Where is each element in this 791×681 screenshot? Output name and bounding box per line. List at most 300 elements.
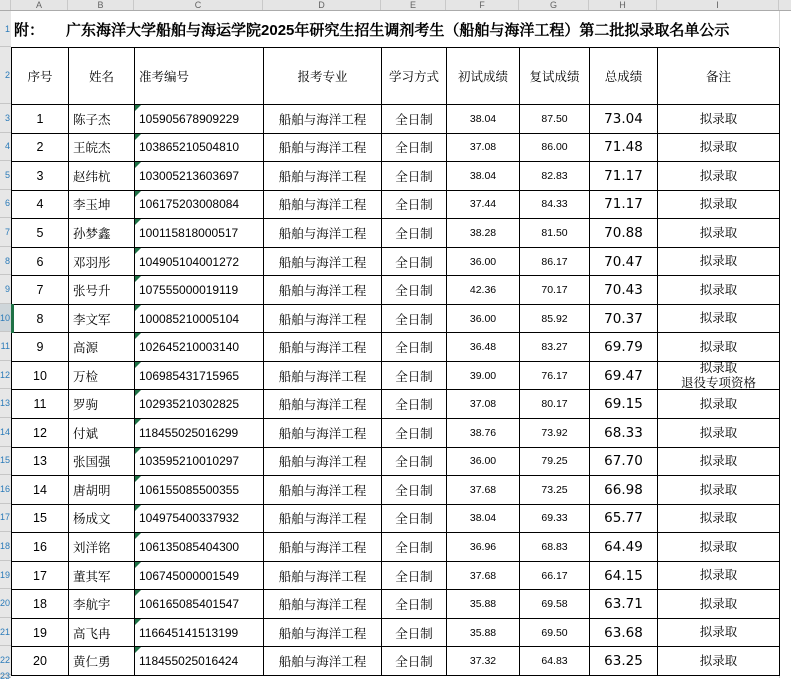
cell-retest-score[interactable]: 76.17 — [520, 362, 590, 391]
cell-major[interactable]: 船舶与海洋工程 — [264, 419, 382, 448]
table-row — [12, 562, 780, 591]
cell-major[interactable]: 船舶与海洋工程 — [264, 134, 382, 163]
cell-major[interactable]: 船舶与海洋工程 — [264, 590, 382, 619]
cell-retest-score[interactable]: 79.25 — [520, 448, 590, 477]
cell-initial-score[interactable]: 36.96 — [447, 533, 520, 562]
cell-name[interactable]: 高源 — [69, 333, 135, 362]
row-number-label: 15 — [0, 455, 10, 466]
cell-initial-score[interactable]: 38.04 — [447, 162, 520, 191]
cell-exam-number[interactable] — [135, 505, 264, 534]
cell-exam-number[interactable] — [135, 362, 264, 391]
cell-initial-score[interactable]: 38.76 — [447, 419, 520, 448]
cell-name[interactable]: 黄仁勇 — [69, 647, 135, 676]
cell-exam-number[interactable] — [135, 305, 264, 334]
cell-index[interactable]: 3 — [12, 162, 69, 191]
cell-name[interactable]: 陈子杰 — [69, 105, 135, 134]
table-row — [12, 390, 780, 419]
cell-initial-score[interactable]: 35.88 — [447, 619, 520, 648]
cell-index[interactable]: 2 — [12, 134, 69, 163]
row-number-label: 8 — [4, 255, 10, 266]
cell-name[interactable]: 邓羽彤 — [69, 248, 135, 277]
remark-line1: 拟录取 — [699, 111, 738, 126]
cell-retest-score[interactable]: 73.92 — [520, 419, 590, 448]
table-row — [12, 219, 780, 248]
cell-total-score[interactable]: 63.25 — [590, 647, 658, 676]
row-number-label: 11 — [0, 341, 10, 352]
column-header-A[interactable]: A — [11, 0, 68, 10]
cell-remark[interactable] — [658, 248, 780, 277]
cell-initial-score[interactable]: 36.48 — [447, 333, 520, 362]
cell-name[interactable]: 张国强 — [69, 448, 135, 477]
cell-remark[interactable] — [658, 191, 780, 220]
cell-study-mode[interactable]: 全日制 — [382, 562, 447, 591]
exam-number-text: 106175203008084 — [139, 197, 240, 212]
cell-total-score[interactable]: 63.68 — [590, 619, 658, 648]
cell-retest-score[interactable]: 86.00 — [520, 134, 590, 163]
cell-initial-score[interactable]: 36.00 — [447, 448, 520, 477]
cell-exam-number[interactable] — [135, 248, 264, 277]
cell-total-score[interactable]: 69.15 — [590, 390, 658, 419]
cell-major[interactable]: 船舶与海洋工程 — [264, 305, 382, 334]
cell-exam-number[interactable] — [135, 419, 264, 448]
remark-line1: 拟录取 — [699, 168, 738, 183]
number-stored-as-text-icon — [135, 562, 141, 568]
number-stored-as-text-icon — [135, 476, 141, 482]
cell-initial-score[interactable]: 36.00 — [447, 248, 520, 277]
exam-number-text: 105905678909229 — [139, 111, 240, 126]
cell-remark[interactable] — [658, 505, 780, 534]
cell-total-score[interactable]: 64.49 — [590, 533, 658, 562]
column-header-G[interactable]: G — [519, 0, 589, 10]
row-number-label: 22 — [0, 655, 10, 666]
remark-line1: 拟录取 — [699, 511, 738, 526]
cell-study-mode[interactable]: 全日制 — [382, 533, 447, 562]
cell-name[interactable]: 孙梦鑫 — [69, 219, 135, 248]
cell-retest-score[interactable]: 85.92 — [520, 305, 590, 334]
row-header-11[interactable] — [0, 332, 11, 361]
number-stored-as-text-icon — [135, 533, 141, 539]
remark-line1: 拟录取 — [699, 282, 738, 297]
table-row — [12, 191, 780, 220]
cell-name[interactable]: 李文军 — [69, 305, 135, 334]
cell-exam-number[interactable] — [135, 590, 264, 619]
header-major[interactable]: 报考专业 — [264, 48, 382, 105]
cell-remark[interactable] — [658, 647, 780, 676]
cell-index[interactable]: 6 — [12, 248, 69, 277]
row-header-7[interactable] — [0, 218, 11, 247]
column-header-C[interactable]: C — [134, 0, 263, 10]
table-row — [12, 248, 780, 277]
cell-remark[interactable] — [658, 590, 780, 619]
cell-initial-score[interactable]: 37.32 — [447, 647, 520, 676]
cell-exam-number[interactable] — [135, 219, 264, 248]
table-row — [12, 590, 780, 619]
header-initial-score[interactable]: 初试成绩 — [447, 48, 520, 105]
cell-exam-number[interactable] — [135, 619, 264, 648]
cell-retest-score[interactable]: 87.50 — [520, 105, 590, 134]
cell-exam-number[interactable] — [135, 562, 264, 591]
exam-number-text: 106165085401547 — [139, 597, 240, 612]
cell-retest-score[interactable]: 69.50 — [520, 619, 590, 648]
cell-major[interactable]: 船舶与海洋工程 — [264, 647, 382, 676]
cell-major[interactable]: 船舶与海洋工程 — [264, 191, 382, 220]
remark-line1: 拟录取 — [699, 339, 738, 354]
column-header-B[interactable]: B — [68, 0, 134, 10]
row-number-label: 20 — [0, 598, 10, 609]
number-stored-as-text-icon — [135, 162, 141, 168]
cell-initial-score[interactable]: 38.04 — [447, 505, 520, 534]
remark-line1: 拟录取 — [699, 653, 738, 668]
remark-line1: 拟录取 — [699, 140, 738, 155]
row-header-23[interactable] — [0, 670, 11, 681]
remark-line1: 拟录取 — [699, 397, 738, 412]
cell-index[interactable]: 14 — [12, 476, 69, 505]
header-name[interactable]: 姓名 — [69, 48, 135, 105]
cell-initial-score[interactable]: 37.08 — [447, 134, 520, 163]
cell-retest-score[interactable]: 80.17 — [520, 390, 590, 419]
row-header-2[interactable] — [0, 47, 11, 104]
row-header-14[interactable] — [0, 418, 11, 447]
cell-name[interactable]: 高飞冉 — [69, 619, 135, 648]
cell-retest-score[interactable]: 82.83 — [520, 162, 590, 191]
cell-total-score[interactable]: 73.04 — [590, 105, 658, 134]
remark-line1: 拟录取 — [699, 225, 738, 240]
row-header-1[interactable] — [0, 11, 11, 47]
row-header-19[interactable] — [0, 561, 11, 590]
cell-remark[interactable] — [658, 619, 780, 648]
exam-number-text: 107555000019119 — [139, 283, 239, 298]
table-row — [12, 105, 780, 134]
cell-remark[interactable] — [658, 162, 780, 191]
cell-total-score[interactable]: 63.71 — [590, 590, 658, 619]
cell-retest-score[interactable]: 69.33 — [520, 505, 590, 534]
cell-remark[interactable] — [658, 562, 780, 591]
column-header-E[interactable]: E — [381, 0, 446, 10]
remark-line1: 拟录取 — [699, 254, 738, 269]
title-prefix: 附： — [14, 21, 45, 39]
cell-exam-number[interactable] — [135, 134, 264, 163]
select-all-corner[interactable] — [0, 0, 11, 10]
cell-total-score[interactable]: 71.17 — [590, 191, 658, 220]
cell-remark[interactable] — [658, 105, 780, 134]
cell-retest-score[interactable]: 73.25 — [520, 476, 590, 505]
header-study-mode[interactable]: 学习方式 — [382, 48, 447, 105]
cell-study-mode[interactable]: 全日制 — [382, 134, 447, 163]
remark-line1: 拟录取 — [699, 197, 738, 212]
row-header-20[interactable] — [0, 589, 11, 618]
cell-index[interactable]: 18 — [12, 590, 69, 619]
cell-exam-number[interactable] — [135, 105, 264, 134]
cell-major[interactable]: 船舶与海洋工程 — [264, 248, 382, 277]
cell-index[interactable]: 20 — [12, 647, 69, 676]
active-cell-border — [11, 304, 14, 334]
table-row — [12, 305, 780, 334]
cell-name[interactable]: 张号升 — [69, 276, 135, 305]
exam-number-text: 106135085404300 — [139, 539, 240, 554]
cell-major[interactable]: 船舶与海洋工程 — [264, 162, 382, 191]
column-header-F[interactable]: F — [446, 0, 519, 10]
remark-line1: 拟录取 — [699, 482, 738, 497]
header-total-score[interactable]: 总成绩 — [590, 48, 658, 105]
number-stored-as-text-icon — [135, 333, 141, 339]
cell-name[interactable]: 付斌 — [69, 419, 135, 448]
cell-retest-score[interactable]: 70.17 — [520, 276, 590, 305]
cell-study-mode[interactable]: 全日制 — [382, 505, 447, 534]
table-row — [12, 476, 780, 505]
cell-study-mode[interactable]: 全日制 — [382, 333, 447, 362]
cell-remark[interactable] — [658, 533, 780, 562]
cell-study-mode[interactable]: 全日制 — [382, 276, 447, 305]
cell-study-mode[interactable]: 全日制 — [382, 419, 447, 448]
row-header-3[interactable] — [0, 104, 11, 133]
cell-major[interactable]: 船舶与海洋工程 — [264, 276, 382, 305]
column-header-H[interactable]: H — [589, 0, 657, 10]
cell-name[interactable]: 万检 — [69, 362, 135, 391]
number-stored-as-text-icon — [135, 305, 141, 311]
cell-total-score[interactable]: 67.70 — [590, 448, 658, 477]
cell-exam-number[interactable] — [135, 333, 264, 362]
header-exam-number[interactable]: 准考编号 — [135, 48, 264, 105]
cell-initial-score[interactable]: 35.88 — [447, 590, 520, 619]
exam-number-text: 106745000001549 — [139, 568, 240, 583]
remark-line1: 拟录取 — [699, 425, 738, 440]
cell-retest-score[interactable]: 81.50 — [520, 219, 590, 248]
row-header-6[interactable] — [0, 190, 11, 219]
exam-number-text: 100115818000517 — [139, 225, 239, 240]
cell-remark[interactable] — [658, 390, 780, 419]
cell-major[interactable]: 船舶与海洋工程 — [264, 105, 382, 134]
cell-study-mode[interactable]: 全日制 — [382, 590, 447, 619]
table-row — [12, 448, 780, 477]
cell-index[interactable]: 9 — [12, 333, 69, 362]
cell-remark[interactable] — [658, 448, 780, 477]
cell-study-mode[interactable]: 全日制 — [382, 448, 447, 477]
cell-major[interactable]: 船舶与海洋工程 — [264, 390, 382, 419]
cell-index[interactable]: 4 — [12, 191, 69, 220]
cell-remark[interactable] — [658, 476, 780, 505]
cell-index[interactable]: 10 — [12, 362, 69, 391]
row-number-label: 16 — [0, 483, 10, 494]
cell-initial-score[interactable]: 39.00 — [447, 362, 520, 391]
header-remark[interactable]: 备注 — [658, 48, 780, 105]
cell-study-mode[interactable]: 全日制 — [382, 647, 447, 676]
cell-initial-score[interactable]: 42.36 — [447, 276, 520, 305]
cell-major[interactable]: 船舶与海洋工程 — [264, 333, 382, 362]
cell-study-mode[interactable]: 全日制 — [382, 105, 447, 134]
cell-remark[interactable] — [658, 276, 780, 305]
title-row[interactable] — [11, 11, 780, 47]
column-header-strip — [0, 0, 791, 11]
row-header-17[interactable] — [0, 504, 11, 533]
number-stored-as-text-icon — [135, 134, 141, 140]
table-row — [12, 619, 780, 648]
cell-study-mode[interactable]: 全日制 — [382, 362, 447, 391]
row-header-strip — [0, 11, 11, 681]
cell-total-score[interactable]: 70.43 — [590, 276, 658, 305]
number-stored-as-text-icon — [135, 390, 141, 396]
remark-line2: 退役专项资格 — [680, 375, 756, 390]
cell-remark[interactable] — [658, 362, 780, 391]
cell-remark[interactable] — [658, 419, 780, 448]
cell-remark[interactable] — [658, 134, 780, 163]
cell-index[interactable]: 19 — [12, 619, 69, 648]
cell-study-mode[interactable]: 全日制 — [382, 476, 447, 505]
cell-initial-score[interactable]: 37.68 — [447, 476, 520, 505]
cell-initial-score[interactable]: 37.68 — [447, 562, 520, 591]
cell-exam-number[interactable] — [135, 647, 264, 676]
row-header-5[interactable] — [0, 161, 11, 190]
cell-major[interactable]: 船舶与海洋工程 — [264, 533, 382, 562]
cell-name[interactable]: 罗驹 — [69, 390, 135, 419]
column-header-D[interactable]: D — [263, 0, 381, 10]
cell-major[interactable]: 船舶与海洋工程 — [264, 476, 382, 505]
table-row — [12, 276, 780, 305]
number-stored-as-text-icon — [135, 647, 141, 653]
cell-index[interactable]: 17 — [12, 562, 69, 591]
column-header-I[interactable]: I — [657, 0, 779, 10]
cell-major[interactable]: 船舶与海洋工程 — [264, 562, 382, 591]
table-row — [12, 362, 780, 391]
cell-major[interactable]: 船舶与海洋工程 — [264, 505, 382, 534]
cell-retest-score[interactable]: 86.17 — [520, 248, 590, 277]
cell-major[interactable]: 船舶与海洋工程 — [264, 362, 382, 391]
exam-number-text: 106155085500355 — [139, 482, 240, 497]
cell-initial-score[interactable]: 36.00 — [447, 305, 520, 334]
cell-exam-number[interactable] — [135, 533, 264, 562]
cell-exam-number[interactable] — [135, 448, 264, 477]
cell-study-mode[interactable]: 全日制 — [382, 248, 447, 277]
number-stored-as-text-icon — [135, 590, 141, 596]
cell-name[interactable]: 李玉坤 — [69, 191, 135, 220]
number-stored-as-text-icon — [135, 248, 141, 254]
table-header-row — [12, 48, 780, 105]
header-retest-score[interactable]: 复试成绩 — [520, 48, 590, 105]
table-row — [12, 333, 780, 362]
row-header-12[interactable] — [0, 361, 11, 390]
cell-retest-score[interactable]: 64.83 — [520, 647, 590, 676]
cell-index[interactable]: 8 — [12, 305, 69, 334]
row-header-13[interactable] — [0, 389, 11, 418]
exam-number-text: 118455025016299 — [139, 425, 239, 440]
cell-total-score[interactable]: 64.15 — [590, 562, 658, 591]
row-header-8[interactable] — [0, 247, 11, 276]
cell-total-score[interactable]: 70.37 — [590, 305, 658, 334]
cell-exam-number[interactable] — [135, 476, 264, 505]
header-index[interactable]: 序号 — [12, 48, 69, 105]
cell-study-mode[interactable]: 全日制 — [382, 191, 447, 220]
cell-study-mode[interactable]: 全日制 — [382, 305, 447, 334]
cell-index[interactable]: 11 — [12, 390, 69, 419]
cell-initial-score[interactable]: 38.04 — [447, 105, 520, 134]
row-header-18[interactable] — [0, 532, 11, 561]
cell-exam-number[interactable] — [135, 390, 264, 419]
cell-name[interactable]: 刘洋铭 — [69, 533, 135, 562]
exam-number-text: 100085210005104 — [139, 311, 240, 326]
cell-major[interactable]: 船舶与海洋工程 — [264, 219, 382, 248]
cell-exam-number[interactable] — [135, 191, 264, 220]
cell-name[interactable]: 王皖杰 — [69, 134, 135, 163]
cell-remark[interactable] — [658, 305, 780, 334]
row-number-label: 5 — [4, 169, 10, 180]
cell-total-score[interactable]: 70.88 — [590, 219, 658, 248]
cell-total-score[interactable]: 71.48 — [590, 134, 658, 163]
number-stored-as-text-icon — [135, 362, 141, 368]
number-stored-as-text-icon — [135, 191, 141, 197]
row-header-15[interactable] — [0, 447, 11, 476]
cell-index[interactable]: 7 — [12, 276, 69, 305]
cell-total-score[interactable]: 69.47 — [590, 362, 658, 391]
remark-line1: 拟录取 — [699, 625, 738, 640]
cell-retest-score[interactable]: 69.58 — [520, 590, 590, 619]
remark-line1: 拟录取 — [699, 361, 738, 376]
cell-retest-score[interactable]: 66.17 — [520, 562, 590, 591]
cell-index[interactable]: 13 — [12, 448, 69, 477]
cell-study-mode[interactable]: 全日制 — [382, 219, 447, 248]
cell-exam-number[interactable] — [135, 276, 264, 305]
cell-major[interactable]: 船舶与海洋工程 — [264, 448, 382, 477]
cell-index[interactable]: 15 — [12, 505, 69, 534]
cell-retest-score[interactable]: 83.27 — [520, 333, 590, 362]
table-row — [12, 162, 780, 191]
exam-number-text: 102935210302825 — [139, 397, 240, 412]
cell-initial-score[interactable]: 37.08 — [447, 390, 520, 419]
cell-total-score[interactable]: 70.47 — [590, 248, 658, 277]
exam-number-text: 103005213603697 — [139, 168, 240, 183]
row-number-label: 2 — [4, 70, 10, 80]
row-header-21[interactable] — [0, 618, 11, 647]
cell-name[interactable]: 赵纬杭 — [69, 162, 135, 191]
cell-index[interactable]: 16 — [12, 533, 69, 562]
cell-study-mode[interactable]: 全日制 — [382, 162, 447, 191]
exam-number-text: 103595210010297 — [139, 454, 240, 469]
cell-retest-score[interactable]: 84.33 — [520, 191, 590, 220]
cell-name[interactable]: 董其军 — [69, 562, 135, 591]
cell-name[interactable]: 唐胡明 — [69, 476, 135, 505]
cell-retest-score[interactable]: 68.83 — [520, 533, 590, 562]
cell-remark[interactable] — [658, 333, 780, 362]
cell-total-score[interactable]: 69.79 — [590, 333, 658, 362]
exam-number-text: 103865210504810 — [139, 140, 240, 155]
row-header-9[interactable] — [0, 275, 11, 304]
row-number-label: 19 — [0, 569, 10, 580]
cell-initial-score[interactable]: 38.28 — [447, 219, 520, 248]
cell-exam-number[interactable] — [135, 162, 264, 191]
cell-initial-score[interactable]: 37.44 — [447, 191, 520, 220]
cell-study-mode[interactable]: 全日制 — [382, 390, 447, 419]
cell-index[interactable]: 12 — [12, 419, 69, 448]
cell-total-score[interactable]: 68.33 — [590, 419, 658, 448]
cell-total-score[interactable]: 66.98 — [590, 476, 658, 505]
row-header-4[interactable] — [0, 133, 11, 162]
row-header-10[interactable] — [0, 304, 11, 333]
cell-index[interactable]: 5 — [12, 219, 69, 248]
cell-name[interactable]: 李航宇 — [69, 590, 135, 619]
cell-name[interactable]: 杨成文 — [69, 505, 135, 534]
cell-total-score[interactable]: 71.17 — [590, 162, 658, 191]
cell-total-score[interactable]: 65.77 — [590, 505, 658, 534]
cell-study-mode[interactable]: 全日制 — [382, 619, 447, 648]
row-header-16[interactable] — [0, 475, 11, 504]
row-number-label: 7 — [4, 226, 10, 237]
row-number-label: 9 — [4, 284, 10, 295]
row-number-label: 14 — [0, 426, 10, 437]
cell-remark[interactable] — [658, 219, 780, 248]
cell-index[interactable]: 1 — [12, 105, 69, 134]
number-stored-as-text-icon — [135, 105, 141, 111]
cell-major[interactable]: 船舶与海洋工程 — [264, 619, 382, 648]
row-number-label: 10 — [0, 312, 10, 323]
row-number-label: 23 — [0, 670, 10, 681]
